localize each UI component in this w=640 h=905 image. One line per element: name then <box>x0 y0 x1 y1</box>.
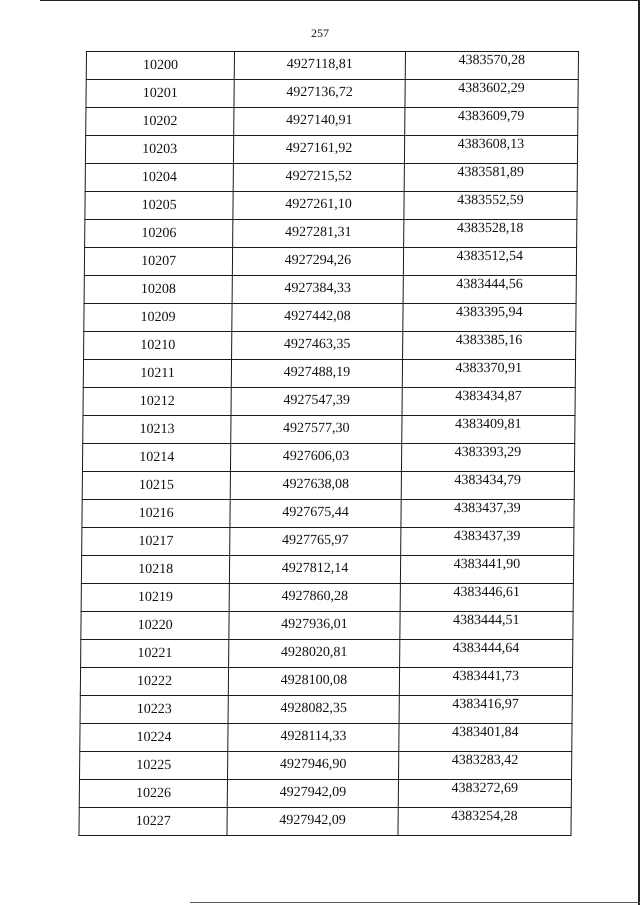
y-coordinate-text: 4383441,90 <box>453 556 521 572</box>
x-coordinate-cell <box>229 668 400 696</box>
point-id-text: 10214 <box>139 449 175 465</box>
y-coordinate-cell <box>398 724 572 752</box>
point-id-cell <box>86 80 235 108</box>
x-coordinate-text: 4927384,33 <box>284 280 352 296</box>
table-row <box>86 52 578 80</box>
point-id-cell <box>82 528 231 556</box>
x-coordinate-text: 4927215,52 <box>285 168 353 184</box>
point-id-cell <box>81 584 230 612</box>
x-coordinate-cell <box>230 556 401 584</box>
point-id-text: 10222 <box>137 673 173 689</box>
y-coordinate-cell <box>404 108 578 136</box>
x-coordinate-text: 4927281,31 <box>284 224 352 240</box>
x-coordinate-text: 4927488,19 <box>283 364 351 380</box>
y-coordinate-cell <box>400 556 574 584</box>
y-coordinate-cell <box>399 668 573 696</box>
point-id-text: 10209 <box>140 309 176 325</box>
table-row <box>85 136 577 164</box>
y-coordinate-text: 4383552,59 <box>457 192 524 208</box>
table-row <box>80 724 572 752</box>
point-id-text: 10210 <box>140 337 176 353</box>
x-coordinate-text: 4927638,08 <box>282 476 350 492</box>
table-row <box>84 304 576 332</box>
point-id-cell <box>86 52 235 80</box>
y-coordinate-text: 4383395,94 <box>455 304 523 320</box>
y-coordinate-cell <box>400 528 574 556</box>
y-coordinate-cell <box>402 332 576 360</box>
point-id-text: 10207 <box>141 253 177 269</box>
y-coordinate-cell <box>403 248 577 276</box>
x-coordinate-text: 4927140,91 <box>285 112 353 128</box>
point-id-text: 10216 <box>138 505 174 521</box>
point-id-cell <box>81 640 230 668</box>
y-coordinate-cell <box>401 444 575 472</box>
point-id-cell <box>83 416 232 444</box>
y-coordinate-text: 4383434,79 <box>454 472 522 488</box>
y-coordinate-text: 4383602,29 <box>458 80 525 96</box>
y-coordinate-text: 4383385,16 <box>455 332 523 348</box>
x-coordinate-text: 4927442,08 <box>284 308 351 324</box>
x-coordinate-text: 4927675,44 <box>282 504 349 520</box>
point-id-text: 10212 <box>139 393 175 409</box>
x-coordinate-cell <box>235 52 406 80</box>
point-id-text: 10213 <box>139 421 175 437</box>
table-row <box>84 248 576 276</box>
y-coordinate-text: 4383409,81 <box>454 416 522 432</box>
x-coordinate-cell <box>232 304 403 332</box>
point-id-text: 10204 <box>141 169 178 185</box>
x-coordinate-text: 4927860,28 <box>281 588 349 604</box>
point-id-text: 10220 <box>137 617 173 633</box>
table-row <box>80 696 572 724</box>
point-id-cell <box>85 220 234 248</box>
point-id-text: 10225 <box>136 757 172 773</box>
point-id-cell <box>85 192 234 220</box>
y-coordinate-text: 4383393,29 <box>454 444 522 460</box>
point-id-cell <box>79 780 228 808</box>
point-id-cell <box>86 108 235 136</box>
table-row <box>83 360 575 388</box>
x-coordinate-cell <box>234 136 405 164</box>
x-coordinate-text: 4927765,97 <box>281 532 349 548</box>
y-coordinate-text: 4383441,73 <box>452 668 520 684</box>
y-coordinate-cell <box>398 808 572 836</box>
table-row <box>82 444 574 472</box>
coordinates-table-body <box>79 52 579 836</box>
point-id-cell <box>80 752 229 780</box>
table-row <box>79 808 571 836</box>
x-coordinate-cell <box>229 584 400 612</box>
x-coordinate-text: 4927942,09 <box>279 812 346 828</box>
table-row <box>84 276 576 304</box>
y-coordinate-text: 4383528,18 <box>456 220 524 236</box>
x-coordinate-cell <box>228 724 399 752</box>
x-coordinate-cell <box>233 248 404 276</box>
x-coordinate-text: 4927812,14 <box>281 560 349 576</box>
y-coordinate-cell <box>404 136 578 164</box>
x-coordinate-cell <box>229 640 400 668</box>
scan-edge-top <box>40 0 640 1</box>
point-id-text: 10217 <box>138 533 174 549</box>
point-id-text: 10221 <box>137 645 173 661</box>
point-id-cell <box>82 500 231 528</box>
x-coordinate-cell <box>231 388 402 416</box>
y-coordinate-text: 4383608,13 <box>457 136 525 152</box>
x-coordinate-cell <box>229 612 400 640</box>
y-coordinate-cell <box>402 360 576 388</box>
y-coordinate-text: 4383609,79 <box>457 108 525 124</box>
point-id-cell <box>83 388 232 416</box>
point-id-cell <box>84 304 233 332</box>
table-row <box>83 416 575 444</box>
point-id-text: 10200 <box>142 57 179 73</box>
table-row <box>80 752 572 780</box>
x-coordinate-cell <box>230 500 401 528</box>
table-row <box>82 528 574 556</box>
table-row <box>84 332 576 360</box>
y-coordinate-cell <box>398 752 572 780</box>
table-row <box>82 472 574 500</box>
y-coordinate-text: 4383416,97 <box>452 696 519 712</box>
point-id-cell <box>79 808 228 836</box>
y-coordinate-cell <box>403 276 577 304</box>
point-id-text: 10206 <box>141 225 177 241</box>
table-row <box>86 108 578 136</box>
table-row <box>80 668 572 696</box>
y-coordinate-text: 4383446,61 <box>453 584 520 600</box>
page-number: 257 <box>311 26 329 40</box>
x-coordinate-text: 4927577,30 <box>283 420 350 436</box>
x-coordinate-cell <box>232 360 403 388</box>
scan-edge-bottom <box>190 902 640 903</box>
table-row <box>85 192 577 220</box>
point-id-cell <box>84 332 233 360</box>
x-coordinate-text: 4927161,92 <box>285 140 353 156</box>
table-row <box>81 556 573 584</box>
x-coordinate-cell <box>231 416 402 444</box>
y-coordinate-text: 4383437,39 <box>454 500 521 516</box>
x-coordinate-text: 4927118,81 <box>286 56 353 72</box>
point-id-text: 10218 <box>138 561 174 577</box>
y-coordinate-cell <box>403 220 577 248</box>
y-coordinate-cell <box>401 500 575 528</box>
y-coordinate-cell <box>404 164 578 192</box>
point-id-cell <box>80 696 229 724</box>
point-id-text: 10208 <box>140 281 176 297</box>
x-coordinate-cell <box>233 192 404 220</box>
x-coordinate-cell <box>232 276 403 304</box>
point-id-cell <box>80 668 229 696</box>
point-id-text: 10219 <box>137 589 173 605</box>
y-coordinate-text: 4383570,28 <box>458 52 526 68</box>
point-id-text: 10205 <box>141 197 177 213</box>
point-id-cell <box>82 444 231 472</box>
y-coordinate-text: 4383444,51 <box>453 612 520 628</box>
point-id-text: 10202 <box>142 113 178 129</box>
point-id-cell <box>85 136 234 164</box>
y-coordinate-text: 4383444,64 <box>452 640 520 656</box>
x-coordinate-cell <box>230 472 401 500</box>
table-row <box>81 584 573 612</box>
y-coordinate-text: 4383254,28 <box>451 808 518 824</box>
point-id-cell <box>84 248 233 276</box>
point-id-text: 10226 <box>135 785 172 801</box>
point-id-cell <box>83 360 232 388</box>
x-coordinate-text: 4927261,10 <box>285 196 352 212</box>
table-row <box>79 780 571 808</box>
y-coordinate-cell <box>399 612 573 640</box>
point-id-cell <box>84 276 233 304</box>
point-id-text: 10224 <box>136 729 172 745</box>
y-coordinate-cell <box>399 696 573 724</box>
table-row <box>85 164 577 192</box>
x-coordinate-cell <box>227 808 398 836</box>
y-coordinate-text: 4383401,84 <box>451 724 519 740</box>
table-row <box>81 612 573 640</box>
point-id-cell <box>80 724 229 752</box>
y-coordinate-cell <box>402 304 576 332</box>
x-coordinate-cell <box>233 164 404 192</box>
x-coordinate-text: 4928114,33 <box>280 728 347 744</box>
y-coordinate-cell <box>405 52 579 80</box>
y-coordinate-text: 4383581,89 <box>457 164 524 180</box>
y-coordinate-cell <box>405 80 579 108</box>
point-id-cell <box>81 556 230 584</box>
point-id-cell <box>85 164 234 192</box>
x-coordinate-cell <box>232 332 403 360</box>
x-coordinate-text: 4927936,01 <box>281 616 348 632</box>
x-coordinate-cell <box>234 80 405 108</box>
y-coordinate-cell <box>401 472 575 500</box>
x-coordinate-cell <box>233 220 404 248</box>
x-coordinate-text: 4927606,03 <box>282 448 350 464</box>
point-id-text: 10203 <box>142 141 178 157</box>
y-coordinate-text: 4383434,87 <box>455 388 522 404</box>
y-coordinate-text: 4383370,91 <box>455 360 523 376</box>
x-coordinate-cell <box>228 780 399 808</box>
y-coordinate-text: 4383283,42 <box>451 752 519 768</box>
x-coordinate-cell <box>231 444 402 472</box>
table-row <box>81 640 573 668</box>
coordinates-table <box>78 51 579 836</box>
y-coordinate-text: 4383437,39 <box>453 528 521 544</box>
y-coordinate-cell <box>400 584 574 612</box>
x-coordinate-cell <box>228 752 399 780</box>
y-coordinate-cell <box>398 780 572 808</box>
point-id-text: 10223 <box>136 701 172 717</box>
x-coordinate-text: 4927942,09 <box>279 784 347 800</box>
point-id-text: 10227 <box>135 813 171 829</box>
y-coordinate-text: 4383272,69 <box>451 780 519 796</box>
x-coordinate-text: 4928020,81 <box>280 644 348 660</box>
point-id-text: 10211 <box>140 365 175 381</box>
point-id-cell <box>82 472 231 500</box>
table-row <box>85 220 577 248</box>
y-coordinate-cell <box>399 640 573 668</box>
x-coordinate-text: 4927136,72 <box>286 84 353 100</box>
y-coordinate-cell <box>404 192 578 220</box>
table-row <box>83 388 575 416</box>
x-coordinate-text: 4927294,26 <box>284 252 352 268</box>
y-coordinate-text: 4383512,54 <box>456 248 524 264</box>
x-coordinate-text: 4928100,08 <box>280 672 348 688</box>
x-coordinate-cell <box>234 108 405 136</box>
y-coordinate-text: 4383444,56 <box>456 276 523 292</box>
x-coordinate-text: 4927946,90 <box>279 756 347 772</box>
x-coordinate-cell <box>228 696 399 724</box>
table-row <box>82 500 574 528</box>
x-coordinate-text: 4928082,35 <box>280 700 347 716</box>
x-coordinate-cell <box>230 528 401 556</box>
table-row <box>86 80 578 108</box>
x-coordinate-text: 4927463,35 <box>283 336 351 352</box>
y-coordinate-cell <box>401 416 575 444</box>
point-id-text: 10215 <box>138 477 175 493</box>
y-coordinate-cell <box>402 388 576 416</box>
point-id-text: 10201 <box>142 85 178 101</box>
point-id-cell <box>81 612 230 640</box>
x-coordinate-text: 4927547,39 <box>283 392 350 408</box>
